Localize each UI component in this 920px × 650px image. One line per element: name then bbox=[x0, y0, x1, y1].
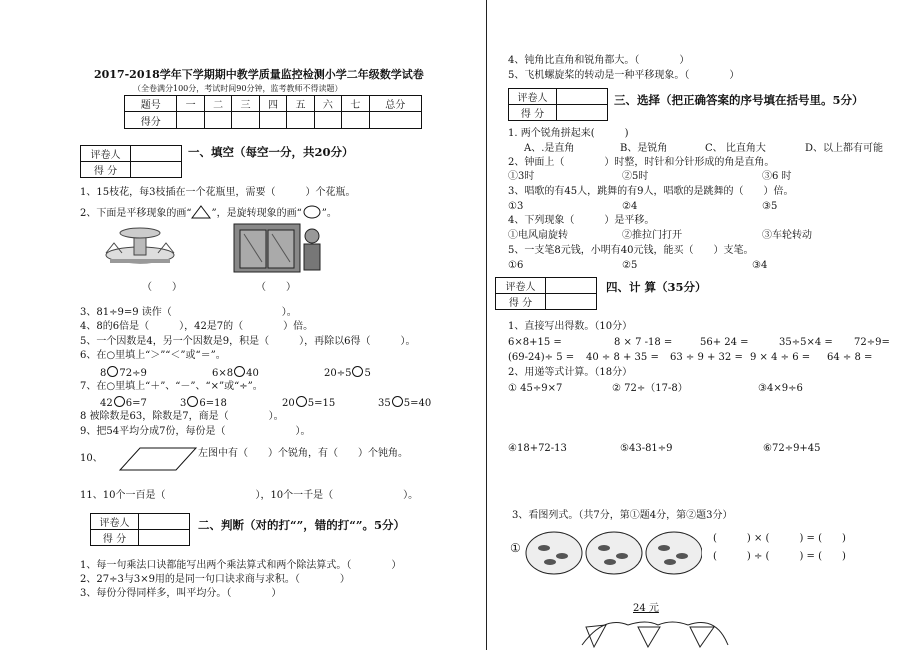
exam-subtitle: （全卷满分100分，考试时间90分钟，监考教师不得读题） bbox=[133, 84, 343, 93]
q3-4-opt: ③车轮转动 bbox=[762, 230, 812, 241]
operator-circle[interactable] bbox=[392, 396, 403, 407]
q1-5: 5、一个因数是4，另一个因数是9，积是（ ），再除以6得（ ）。 bbox=[80, 336, 416, 347]
section-1-title: 一、填空（每空一分，共20分） bbox=[188, 145, 354, 159]
compare-right: 72÷9 bbox=[119, 368, 147, 379]
q1-6-item bbox=[212, 366, 259, 380]
q1-10: 左图中有（ ）个锐角，有（ ）个钝角。 bbox=[198, 448, 408, 459]
q3-1: 1. 两个锐角拼起来( ) bbox=[508, 128, 629, 139]
operand: 6=18 bbox=[199, 398, 227, 409]
q4-1: 1、直接写出得数。（10分） bbox=[508, 321, 633, 332]
compare-right: 5 bbox=[364, 368, 371, 379]
q3-2: 2、钟面上（ ）时整，时针和分针形成的角是直角。 bbox=[508, 157, 775, 168]
calc-item: 63 ÷ 9 + 32 = bbox=[670, 352, 743, 363]
q3-4-opt: ①电风扇旋转 bbox=[508, 230, 568, 241]
score-header: 题号 bbox=[125, 96, 177, 112]
q3-3-opt: ①3 bbox=[508, 201, 524, 212]
operand: 5=40 bbox=[403, 398, 432, 409]
q1-7-item bbox=[100, 396, 147, 410]
q3-1-opt: A、.是直角 bbox=[524, 143, 575, 154]
parallelogram-figure bbox=[118, 446, 198, 472]
score-table bbox=[124, 95, 422, 129]
operand: 3 bbox=[180, 398, 187, 409]
fans-picture bbox=[576, 615, 732, 649]
grader-cell[interactable] bbox=[131, 146, 182, 162]
step-calc: ⑤43-81÷9 bbox=[620, 443, 673, 454]
compare-right: 40 bbox=[246, 368, 259, 379]
q4-2: 2、用递等式计算。（18分） bbox=[508, 367, 633, 378]
q1-7: 7、在○里填上“＋”、“－”、“×”或“÷”。 bbox=[80, 381, 263, 392]
calc-item: 8 × 7 -18 = bbox=[614, 337, 673, 348]
compare-circle[interactable] bbox=[107, 366, 118, 377]
page-divider bbox=[486, 0, 487, 650]
q3-2-opt: ②5时 bbox=[622, 171, 649, 182]
compare-circle[interactable] bbox=[234, 366, 245, 377]
grader-cell[interactable] bbox=[557, 89, 608, 105]
score-cell[interactable] bbox=[342, 112, 369, 129]
grader-label: 评卷人 bbox=[496, 278, 546, 294]
q4-3: 3、看图列式。（共7分，第①题4分，第②题3分） bbox=[512, 510, 733, 521]
score-cell[interactable] bbox=[314, 112, 341, 129]
score-header: 六 bbox=[314, 96, 341, 112]
fish-bowls-picture bbox=[524, 528, 702, 578]
score-cell[interactable] bbox=[232, 112, 259, 129]
grader-label: 评卷人 bbox=[509, 89, 557, 105]
q1-6: 6、在○里填上“＞”“＜”或“＝”。 bbox=[80, 350, 226, 361]
step-calc: ① 45÷9×7 bbox=[508, 383, 563, 394]
score-header: 总分 bbox=[369, 96, 421, 112]
section-3-title: 三、选择（把正确答案的序号填在括号里。5分） bbox=[614, 93, 864, 107]
q1-10-num: 10、 bbox=[80, 453, 103, 464]
score-cell[interactable] bbox=[369, 112, 421, 129]
q2-3: 3、每份分得同样多，叫平均分。（ ） bbox=[80, 588, 282, 599]
q3-3-opt: ③5 bbox=[762, 201, 778, 212]
operand: 6=7 bbox=[125, 398, 147, 409]
q1-3: 3、81÷9=9 读作（ ）。 bbox=[80, 307, 297, 318]
compare-left: 20÷5 bbox=[324, 368, 352, 379]
q1-7-item bbox=[282, 396, 335, 410]
q1-6-item bbox=[324, 366, 371, 380]
score-header: 二 bbox=[204, 96, 231, 112]
calc-item: 40 ÷ 8 + 35 = bbox=[586, 352, 659, 363]
q1-8: 8 被除数是63，除数是7，商是（ ）。 bbox=[80, 411, 284, 422]
step-calc: ② 72÷（17-8） bbox=[612, 383, 688, 394]
section-4-title: 四、计 算（35分） bbox=[606, 280, 707, 294]
q1-2-text: ”，是旋转现象的画“ bbox=[211, 208, 302, 219]
exam-title: 2017-2018学年下学期期中教学质量监控检测小学二年级数学试卷 bbox=[94, 68, 424, 81]
grader-label: 得 分 bbox=[496, 294, 546, 310]
q1-11: 11、10个一百是（ ），10个一千是（ ）。 bbox=[80, 490, 419, 501]
q3-5-opt: ②5 bbox=[622, 260, 638, 271]
grader-label: 得 分 bbox=[91, 530, 139, 546]
carousel-picture bbox=[100, 225, 180, 270]
q2-4: 4、钝角比直角和锐角都大。（ ） bbox=[508, 55, 690, 66]
q3-4-opt: ②推拉门打开 bbox=[622, 230, 682, 241]
q3-5: 5、一支笔8元钱，小明有40元钱，能买（ ）支笔。 bbox=[508, 245, 754, 256]
operator-circle[interactable] bbox=[114, 396, 125, 407]
q3-1-opt: C、 比直角大 bbox=[705, 143, 766, 154]
score-cell[interactable] bbox=[287, 112, 314, 129]
q1-2 bbox=[80, 205, 337, 220]
q3-3: 3、唱歌的有45人，跳舞的有9人，唱歌的是跳舞的（ ）倍。 bbox=[508, 186, 794, 197]
equation-1[interactable]: ( ) × ( ) = ( ) bbox=[713, 533, 846, 544]
q1-2-text: 2、下面是平移现象的画“ bbox=[80, 208, 192, 219]
compare-circle[interactable] bbox=[352, 366, 363, 377]
operand: 5=15 bbox=[307, 398, 336, 409]
score-row-label: 得分 bbox=[125, 112, 177, 129]
grader-cell[interactable] bbox=[139, 530, 190, 546]
calc-item: 56+ 24 = bbox=[700, 337, 749, 348]
grader-label: 得 分 bbox=[81, 162, 131, 178]
q3-2-opt: ③6 时 bbox=[762, 171, 792, 182]
grader-cell[interactable] bbox=[131, 162, 182, 178]
grader-cell[interactable] bbox=[546, 278, 597, 294]
q3-4: 4、下列现象（ ）是平移。 bbox=[508, 215, 655, 226]
q1-4: 4、8的6倍是（ ），42是7的（ ）倍。 bbox=[80, 321, 314, 332]
compare-left: 8 bbox=[100, 368, 107, 379]
q1-1: 1、15枝花，每3枝插在一个花瓶里，需要（ ）个花瓶。 bbox=[80, 187, 356, 198]
grader-label: 评卷人 bbox=[81, 146, 131, 162]
grader-cell[interactable] bbox=[546, 294, 597, 310]
q1-9: 9、把54平均分成7份，每份是（ ）。 bbox=[80, 426, 311, 437]
grader-box-2 bbox=[90, 513, 190, 546]
q3-2-opt: ①3时 bbox=[508, 171, 535, 182]
q3-1-opt: D、以上都有可能 bbox=[805, 143, 884, 154]
q1-6-item bbox=[100, 366, 147, 380]
q1-2-answer-1[interactable]: （ ） bbox=[142, 282, 182, 293]
grader-label: 评卷人 bbox=[91, 514, 139, 530]
score-cell[interactable] bbox=[259, 112, 286, 129]
grader-cell[interactable] bbox=[139, 514, 190, 530]
triangle-icon bbox=[191, 205, 211, 219]
calc-item: 6×8+15 = bbox=[508, 337, 562, 348]
grader-box-1 bbox=[80, 145, 182, 178]
q3-5-opt: ③4 bbox=[752, 260, 768, 271]
grader-box-3 bbox=[508, 88, 608, 121]
equation-2[interactable]: ( ) ÷ ( ) = ( ) bbox=[713, 551, 846, 562]
step-calc: ③4×9÷6 bbox=[758, 383, 803, 394]
q3-1-opt: B、是锐角 bbox=[620, 143, 668, 154]
operand: 20 bbox=[282, 398, 295, 409]
calc-item: (69-24)÷ 5 = bbox=[508, 352, 575, 363]
score-header: 五 bbox=[287, 96, 314, 112]
q3-3-opt: ②4 bbox=[622, 201, 638, 212]
price-label: 24 元 bbox=[633, 603, 659, 614]
sliding-window-picture bbox=[232, 222, 324, 274]
q3-5-opt: ①6 bbox=[508, 260, 524, 271]
q1-7-item bbox=[180, 396, 227, 410]
q2-5: 5、飞机螺旋桨的转动是一种平移现象。（ ） bbox=[508, 70, 740, 81]
subquestion-1: ① bbox=[510, 541, 521, 555]
score-header: 三 bbox=[232, 96, 259, 112]
q1-2-answer-2[interactable]: （ ） bbox=[256, 282, 296, 293]
score-header: 一 bbox=[177, 96, 204, 112]
operator-circle[interactable] bbox=[296, 396, 307, 407]
grader-box-4 bbox=[495, 277, 597, 310]
q1-7-item bbox=[378, 396, 431, 410]
score-cell[interactable] bbox=[177, 112, 204, 129]
section-2-title: 二、判断（对的打“”，错的打“”。5分） bbox=[198, 518, 405, 532]
operand: 42 bbox=[100, 398, 113, 409]
q1-2-text: ”。 bbox=[321, 208, 337, 219]
calc-item: 35÷5×4 = bbox=[779, 337, 833, 348]
grader-cell[interactable] bbox=[557, 105, 608, 121]
operand: 35 bbox=[378, 398, 391, 409]
calc-item: 72÷9= bbox=[854, 337, 890, 348]
score-header: 四 bbox=[259, 96, 286, 112]
operator-circle[interactable] bbox=[187, 396, 198, 407]
circle-icon bbox=[302, 205, 322, 219]
step-calc: ⑥72÷9+45 bbox=[763, 443, 821, 454]
calc-item: 64 ÷ 8 = bbox=[827, 352, 873, 363]
compare-left: 6×8 bbox=[212, 368, 234, 379]
q2-1: 1、每一句乘法口诀都能写出两个乘法算式和两个除法算式。（ ） bbox=[80, 560, 402, 571]
q2-2: 2、27÷3与3×9用的是同一句口诀求商与求积。（ ） bbox=[80, 574, 350, 585]
calc-item: 9 × 4 ÷ 6 = bbox=[750, 352, 811, 363]
score-header: 七 bbox=[342, 96, 369, 112]
score-cell[interactable] bbox=[204, 112, 231, 129]
step-calc: ④18+72-13 bbox=[508, 443, 567, 454]
grader-label: 得 分 bbox=[509, 105, 557, 121]
